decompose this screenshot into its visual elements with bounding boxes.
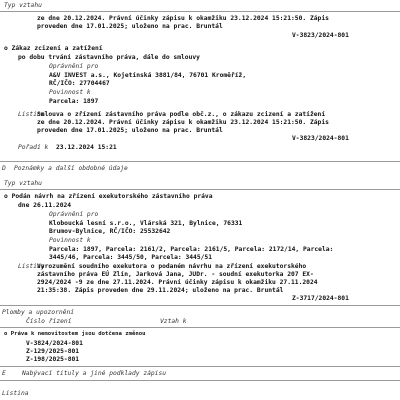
divider (0, 11, 400, 12)
zakaz-opravneni-name: A&V INVEST a.s., Kojetínská 3881/84, 76701 Kroměříž, (49, 72, 247, 79)
podani-povinnost-l2: 3445/46, Parcela: 3445/50, Parcela: 3445/51 (49, 254, 213, 261)
zakaz-title-row (4, 45, 103, 52)
list-item: Z-198/2025-801 (26, 356, 80, 363)
divider (0, 380, 400, 381)
podani-listina-l3: 2924/2024 -9 ze dne 27.11.2024. Právní účinky zápisu k okamžiku 27.11.2024 (37, 279, 318, 286)
zakaz-povinnost-value: Parcela: 1897 (49, 98, 99, 105)
divider (0, 366, 400, 367)
podani-listina-label: Listina (18, 263, 45, 270)
zakaz-subtitle: po dobu trvání zástavního práva, dále do smlouvy (18, 54, 200, 61)
podani-povinnost-l1: Parcela: 1897, Parcela: 2161/2, Parcela: 2161/5, Parcela: 2172/14, Parcela: (49, 246, 334, 253)
podani-opravneni-label: Oprávnění pro (49, 211, 99, 218)
zakaz-poradi-label: Pořadí k (18, 144, 49, 151)
section-e-title: Nabývací tituly a jiné podklady zápisu (22, 370, 167, 377)
footer-listina: Listina (2, 390, 29, 397)
podani-ref: Z-3717/2024-801 (292, 295, 349, 302)
list-item: Z-129/2025-801 (26, 348, 80, 355)
plomby-subtitle: Práva k nemovitostem jsou dotčena změnou (10, 331, 146, 337)
zakaz-listina-label: Listina (18, 111, 45, 118)
podani-opravneni-name: Kloboucká lesní s.r.o., Vlárská 321, Bylnice, 76331 (49, 220, 243, 227)
block1-ref: V-3823/2024-801 (292, 32, 349, 39)
bullet-icon: o (4, 45, 12, 52)
plomby-col-cislo: Číslo řízení (26, 318, 72, 325)
plomby-col-vztah: Vztah k (160, 318, 187, 325)
zakaz-listina-l2: ze dne 20.12.2024. Právní účinky zápisu k okamžiku 23.12.2024 15:21:50. Zápis (37, 119, 329, 126)
block1-line1: ze dne 20.12.2024. Právní účinky zápisu k okamžiku 23.12.2024 15:21:50. Zápis (37, 15, 329, 22)
divider (0, 305, 400, 306)
zakaz-ref: V-3823/2024-801 (292, 135, 349, 142)
podani-listina-l4: 21:35:38. Zápis proveden dne 29.11.2024; uloženo na prac. Bruntál (37, 287, 284, 294)
section-d-title: Poznámky a další obdobné údaje (14, 165, 128, 172)
bullet-icon: o (4, 193, 12, 200)
plomby-title: Plomby a upozornění (2, 309, 75, 316)
podani-title-row (4, 193, 213, 200)
block1-line2: proveden dne 17.01.2025; uloženo na prac. Bruntál (37, 22, 223, 30)
plomby-subtitle-row (4, 331, 145, 338)
podani-listina-l1: Vyrozumění soudního exekutora o podaném návrhu na zřízení exekutorského (37, 263, 307, 270)
section-e-letter: E (2, 370, 6, 377)
zakaz-listina-l1: Smlouva o zřízení zástavního práva podle obč.z., o zákazu zcizení a zatížení (37, 111, 326, 118)
zakaz-poradi-value: 23.12.2024 15:21 (56, 144, 117, 151)
podani-date: dne 26.11.2024 (18, 202, 72, 209)
divider (0, 327, 400, 328)
podani-povinnost-label: Povinnost k (49, 237, 91, 244)
zakaz-listina-l3: proveden dne 17.01.2025; uloženo na prac. Bruntál (37, 127, 223, 134)
divider (0, 161, 400, 162)
section-d-letter: D (2, 165, 6, 172)
list-item: V-3824/2024-801 (26, 340, 83, 347)
podani-opravneni-ico: Brumov-Bylnice, RČ/IČO: 25532642 (49, 228, 171, 235)
zakaz-title: Zákaz zcizení a zatížení (11, 45, 103, 52)
podani-listina-l2: zástavního práva EÚ Zlín, Jarková Jana, JUDr. - soudní exekutorka 207 EX- (37, 271, 314, 278)
bullet-icon: o (4, 331, 11, 337)
zakaz-opravneni-ico: RČ/IČO: 27704467 (49, 80, 110, 87)
podani-title: Podán návrh na zřízení exekutorského zástavního práva (11, 193, 213, 200)
section-d-typ: Typ vztahu (4, 180, 42, 187)
zakaz-opravneni-label: Oprávnění pro (49, 63, 99, 70)
divider (0, 189, 400, 190)
zakaz-povinnost-label: Povinnost k (49, 89, 91, 96)
header-typ-vztahu: Typ vztahu (4, 2, 42, 9)
